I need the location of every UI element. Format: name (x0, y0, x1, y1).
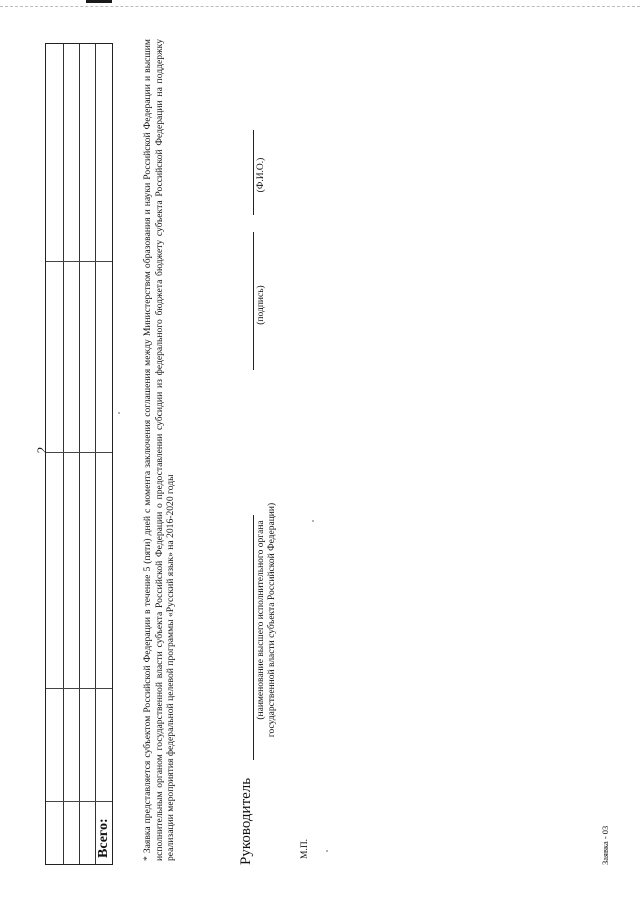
table-column-divider (46, 688, 112, 689)
page-number: 2 (34, 446, 49, 454)
head-label: Руководитель (238, 777, 254, 865)
table-row-divider (79, 44, 80, 864)
form-code: Заявка - 03 (600, 825, 610, 865)
organization-caption (256, 470, 278, 770)
organization-line (253, 515, 254, 760)
table-column-divider (46, 261, 112, 262)
organization-caption-line: государственной власти субъекта Российской Федерации) (267, 502, 277, 738)
signature-line (253, 232, 254, 370)
table-column-divider (46, 452, 112, 453)
budget-table (45, 43, 113, 865)
footnote-text: * Заявка представляется субъектом Российской Федерации в течение 5 (пяти) дней с момента заключения соглашения между Министерством образования и науки Российской Федерации и высшим исполнительным органом государственной власти субъекта Российской Федерации о предоставлении субсидии из федерального бюджета бюджету субъекта Российской Федерации на поддержку реализации мероприятия федеральной целевой программы «Русский язык» на 2016-2020 годы (142, 39, 176, 861)
total-row-label: Всего: (96, 818, 111, 858)
signature-block (238, 45, 308, 865)
table-column-divider (46, 801, 112, 802)
organization-caption-line: (наименование высшего исполнительного органа (256, 520, 266, 720)
table-row-divider (63, 44, 64, 864)
name-line (253, 130, 254, 215)
signature-caption: (подпись) (256, 285, 266, 325)
stamp-label: М.П. (300, 838, 310, 859)
name-caption: (Ф.И.О.) (256, 157, 266, 193)
table-row-divider (95, 44, 96, 864)
